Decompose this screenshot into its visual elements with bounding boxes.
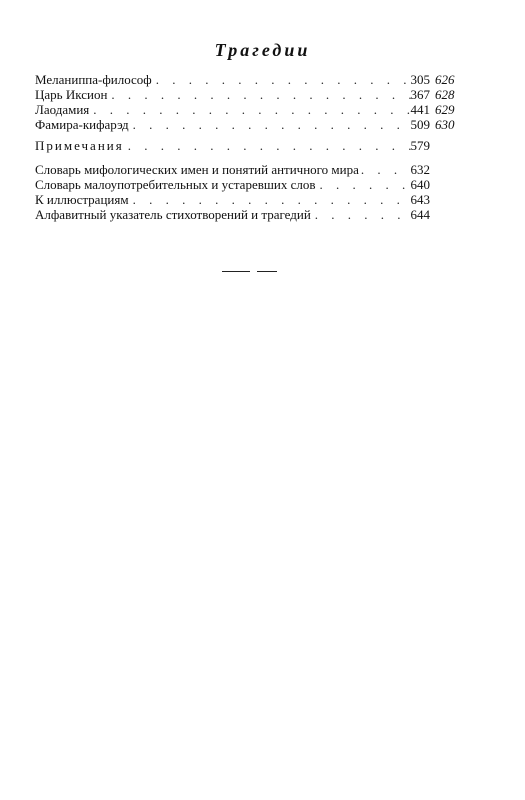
entry-page: 644	[410, 207, 430, 222]
entry-page: 367	[410, 87, 430, 102]
entry-page: 509	[410, 117, 430, 132]
toc-entry	[35, 72, 455, 87]
entry-title: Лаодамия	[35, 102, 90, 117]
entry-page: 579	[410, 138, 430, 153]
dot-leader	[359, 162, 411, 177]
entry-title: Меланиппа-философ	[35, 72, 152, 87]
notes-entry-group	[35, 138, 455, 153]
entry-title: Фамира-кифарэд	[35, 117, 129, 132]
entry-title: Словарь мифологических имен и понятий античного мира	[35, 162, 359, 177]
entry-title: Царь Иксион	[35, 87, 108, 102]
entry-page: 643	[410, 192, 430, 207]
entry-note-page: 630	[435, 117, 455, 132]
dot-leader	[129, 192, 411, 207]
toc-entry	[35, 207, 455, 222]
dot-leader	[89, 102, 410, 117]
toc-entry	[35, 87, 455, 102]
appendix-list	[35, 162, 455, 222]
entry-note-page: 626	[435, 72, 455, 87]
toc-entry	[35, 162, 455, 177]
tragedies-list	[35, 72, 455, 132]
dot-leader	[152, 72, 411, 87]
entry-note-page: 629	[435, 102, 455, 117]
dot-leader	[129, 117, 411, 132]
toc-entry	[35, 138, 455, 153]
dot-leader	[315, 177, 410, 192]
entry-page: 441	[410, 102, 430, 117]
dot-leader	[311, 207, 411, 222]
end-rule-left	[222, 271, 250, 272]
entry-title: К иллюстрациям	[35, 192, 129, 207]
toc-entry	[35, 177, 455, 192]
entry-note-page: 628	[435, 87, 455, 102]
entry-page: 632	[410, 162, 430, 177]
dot-leader	[124, 138, 411, 153]
dot-leader	[107, 87, 410, 102]
toc-entry	[35, 102, 455, 117]
entry-title: Примечания	[35, 138, 124, 153]
entry-title: Словарь малоупотребительных и устаревших слов	[35, 177, 316, 192]
end-rule-right	[257, 271, 277, 272]
toc-entry	[35, 192, 455, 207]
entry-page: 305	[410, 72, 430, 87]
toc-entry	[35, 117, 455, 132]
section-heading: Трагедии	[214, 40, 311, 60]
entry-title: Алфавитный указатель стихотворений и трагедий	[35, 207, 311, 222]
entry-page: 640	[410, 177, 430, 192]
